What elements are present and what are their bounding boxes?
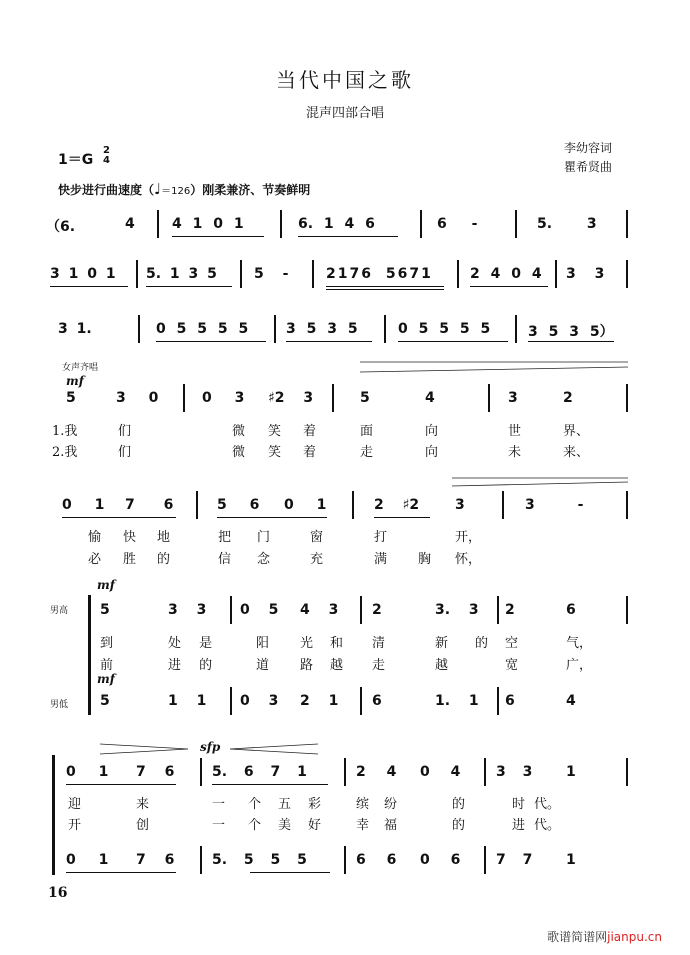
s4-v1-6: 彩: [308, 797, 322, 812]
s2-note-3: 5 6: [217, 497, 260, 513]
barline: [360, 596, 362, 624]
part-label-tenor: 男高: [50, 606, 69, 616]
s3-v1-7: 新: [435, 636, 449, 651]
s2-note-1: 0 1: [62, 497, 105, 513]
intro-l2-m1: 3 1 0 1: [50, 266, 116, 282]
s3-lo-2: 1 1: [168, 693, 207, 709]
s4-up-3: 5. 6 7 1: [212, 764, 307, 780]
s2-v2-4: 信: [218, 552, 232, 567]
barline: [626, 596, 628, 624]
barline: [497, 687, 499, 715]
s1-v1-1: 1.我: [52, 424, 78, 439]
s1-v2-3: 微: [232, 445, 246, 460]
s3-v1-3: 阳: [256, 636, 270, 651]
s4-up-1: 0 1: [66, 764, 109, 780]
s3-up-6: 3. 3: [435, 602, 479, 618]
underline-beam: [66, 872, 176, 873]
barline: [626, 384, 628, 412]
s4-v2-4: 个: [248, 818, 262, 833]
s4-up-4: 2 4: [356, 764, 397, 780]
page-number: 16: [48, 885, 68, 901]
intro-l3-m4: 0 5 5 5 5: [398, 321, 491, 337]
s3-up-1: 5: [100, 602, 110, 618]
barline: [484, 846, 486, 874]
s1-v2-2: 们: [118, 445, 132, 460]
s4-v2-3: 一: [212, 818, 226, 833]
lyricist-credit: 李幼容词: [563, 141, 612, 155]
quarter-note-icon: ♩: [154, 180, 162, 198]
barline: [230, 596, 232, 624]
s2-v1-7: 打: [374, 530, 388, 545]
barline: [626, 210, 628, 238]
underline-beam: [528, 341, 614, 342]
s3-lo-6: 1. 1: [435, 693, 479, 709]
barline: [157, 210, 159, 238]
s3-lo-8: 4: [566, 693, 576, 709]
s2-v1-3: 地: [157, 530, 171, 545]
crescendo-hairpin-icon: [230, 742, 320, 756]
intro-l2-m3: 5 -: [254, 266, 289, 282]
s4-v2-8: 福: [384, 818, 398, 833]
underline-beam: [212, 784, 328, 785]
s3-up-8: 6: [566, 602, 576, 618]
s2-v2-6: 充: [310, 552, 324, 567]
intro-l1-m5: 5. 3: [537, 216, 597, 232]
underline-beam: [62, 517, 176, 518]
s2-v2-9: 怀，: [455, 552, 482, 567]
intro-l2-m4: 2176 5671: [326, 266, 433, 282]
s3-v2-3: 道: [256, 658, 270, 673]
barline: [457, 260, 459, 288]
s1-v2-8: 未: [508, 445, 522, 460]
barline: [240, 260, 242, 288]
intro-l2-m5: 2 4 0 4: [470, 266, 542, 282]
s4-up-5: 0 4: [420, 764, 461, 780]
tempo-bpm: ＝126: [161, 186, 191, 197]
underline-beam: [217, 517, 327, 518]
s4-v1-4: 个: [248, 797, 262, 812]
composer-credit: 瞿希贤曲: [563, 160, 612, 174]
s1-note-7: 3: [508, 390, 518, 406]
s1-v2-7: 向: [425, 445, 439, 460]
intro-l2-m2: 5. 1 3 5: [146, 266, 217, 282]
s4-v2-1: 开: [68, 818, 82, 833]
barline: [515, 210, 517, 238]
s4-v2-5: 美: [278, 818, 292, 833]
s2-v1-1: 愉: [88, 530, 102, 545]
barline: [332, 384, 334, 412]
barline: [497, 596, 499, 624]
underline-beam: [398, 341, 508, 342]
system-bracket: [88, 595, 91, 715]
s1-note-1: 5: [66, 390, 76, 406]
s3-v1-2: 处 是: [168, 636, 213, 651]
underline-beam: [470, 286, 548, 287]
part-label-bass: 男低: [50, 700, 69, 710]
underline-beam: [374, 517, 430, 518]
s2-v2-5: 念: [257, 552, 271, 567]
s3-v2-7: 越: [435, 658, 449, 673]
s4-v1-11: 代。: [534, 797, 561, 812]
time-sig-bottom: 4: [103, 155, 110, 166]
s1-v1-3: 微: [232, 424, 246, 439]
barline: [360, 687, 362, 715]
watermark-site-name: 歌谱简谱网: [547, 930, 608, 944]
s3-up-7: 2: [505, 602, 515, 618]
s2-v1-8: 开，: [455, 530, 482, 545]
s1-v2-1: 2.我: [52, 445, 78, 460]
s4-v1-8: 纷: [384, 797, 398, 812]
barline: [420, 210, 422, 238]
s3-up-5: 2: [372, 602, 382, 618]
barline: [196, 491, 198, 519]
intro-l2-m6: 3 3: [566, 266, 605, 282]
s2-v2-1: 必: [88, 552, 102, 567]
s4-v2-7: 幸: [356, 818, 370, 833]
s2-note-2: 7 6: [125, 497, 174, 513]
intro-l1-m4: 6 -: [437, 216, 478, 232]
s1-v1-5: 着: [303, 424, 317, 439]
s4-lo-3: 5. 5 5 5: [212, 852, 307, 868]
barline: [183, 384, 185, 412]
s2-note-7: 3 -: [525, 497, 584, 513]
s4-v1-7: 缤: [356, 797, 370, 812]
s3-v1-1: 到: [100, 636, 114, 651]
s2-note-6: 3: [455, 497, 465, 513]
s1-v1-8: 世: [508, 424, 522, 439]
s2-note-4: 0 1: [284, 497, 327, 513]
s3-v1-4: 光: [300, 636, 314, 651]
watermark-url: jianpu.cn: [607, 930, 662, 944]
barline: [502, 491, 504, 519]
barline: [136, 260, 138, 288]
s2-v2-8: 胸: [418, 552, 432, 567]
s1-v1-9: 界、: [563, 424, 590, 439]
underline-beam: [286, 341, 372, 342]
s2-v1-6: 窗: [310, 530, 324, 545]
s2-v1-4: 把: [218, 530, 232, 545]
barline: [626, 260, 628, 288]
tempo-suffix: ）刚柔兼济、节奏鲜明: [190, 183, 311, 197]
s3-lo-5: 6: [372, 693, 382, 709]
barline: [352, 491, 354, 519]
song-subtitle: 混声四部合唱: [305, 106, 384, 121]
barline: [555, 260, 557, 288]
s1-v2-4: 笑: [268, 445, 282, 460]
s1-v1-6: 面: [360, 424, 374, 439]
key-signature: 1＝G: [58, 152, 94, 168]
s3-v2-8: 宽: [505, 658, 519, 673]
s3-v2-4: 路: [300, 658, 314, 673]
s4-lo-4: 6 6: [356, 852, 397, 868]
s4-v1-1: 迎: [68, 797, 82, 812]
barline: [484, 758, 486, 786]
s3-v1-9: 空: [505, 636, 519, 651]
intro-l3-m1: 3 1.: [58, 321, 92, 337]
underline-beam: [298, 236, 398, 237]
tempo-prefix: 快步进行曲速度（: [58, 183, 155, 197]
s4-up-2: 7 6: [136, 764, 175, 780]
intro-l3-m5: 3 5 3 5）: [528, 324, 614, 340]
dynamic-mf-bass: mf: [97, 672, 115, 686]
s4-v2-10: 进: [512, 818, 526, 833]
s3-lo-3: 0 3: [240, 693, 279, 709]
s3-up-3: 0 5: [240, 602, 279, 618]
barline: [384, 315, 386, 343]
s4-v2-6: 好: [308, 818, 322, 833]
s4-v1-3: 一: [212, 797, 226, 812]
s4-lo-1: 0 1: [66, 852, 109, 868]
s4-v2-9: 的: [452, 818, 466, 833]
s1-v2-5: 着: [303, 445, 317, 460]
dynamic-mf-tenor: mf: [97, 578, 115, 592]
s3-lo-7: 6: [505, 693, 515, 709]
tempo-marking: [58, 180, 310, 198]
s3-lo-1: 5: [100, 693, 110, 709]
s3-v2-9: 广，: [566, 658, 593, 673]
s4-v1-10: 时: [512, 797, 526, 812]
s1-note-3: 0 3: [202, 390, 245, 406]
s4-lo-6: 7 7: [496, 852, 533, 868]
intro-l1-m1a: （6.: [46, 219, 76, 235]
s1-v1-4: 笑: [268, 424, 282, 439]
intro-l3-m3: 3 5 3 5: [286, 321, 358, 337]
barline: [280, 210, 282, 238]
s3-v2-6: 走: [372, 658, 386, 673]
s3-v2-1: 前: [100, 658, 114, 673]
s3-v2-5: 越: [330, 658, 344, 673]
s2-v2-2: 胜: [123, 552, 137, 567]
song-title: 当代中国之歌: [276, 68, 414, 92]
s1-note-6: 4: [425, 390, 435, 406]
barline: [230, 687, 232, 715]
s1-note-8: 2: [563, 390, 573, 406]
s4-up-6: 3 3: [496, 764, 533, 780]
s4-v2-2: 创: [136, 818, 150, 833]
underline-beam: [50, 286, 128, 287]
barline: [200, 846, 202, 874]
underline-beam: [172, 236, 264, 237]
s1-v1-2: 们: [118, 424, 132, 439]
underline-beam: [326, 289, 444, 290]
s4-lo-7: 1: [566, 852, 576, 868]
barline: [312, 260, 314, 288]
s3-up-2: 3 3: [168, 602, 207, 618]
s3-v2-2: 进 的: [168, 658, 213, 673]
s3-up-4: 4 3: [300, 602, 339, 618]
intro-l1-m3: 6. 1 4 6: [298, 216, 375, 232]
time-sig-top: 2: [103, 145, 110, 156]
barline: [626, 758, 628, 786]
underline-beam: [250, 872, 330, 873]
barline: [274, 315, 276, 343]
barline: [200, 758, 202, 786]
system-bracket: [52, 755, 55, 875]
s3-v1-6: 清: [372, 636, 386, 651]
s3-v1-8: 的: [475, 636, 489, 651]
s2-v2-7: 满: [374, 552, 388, 567]
s4-v1-2: 来: [136, 797, 150, 812]
barline: [344, 758, 346, 786]
dynamic-mf: mf: [66, 374, 84, 388]
watermark: [547, 928, 662, 945]
s4-v1-5: 五: [278, 797, 292, 812]
s1-v2-9: 来、: [563, 445, 590, 460]
s4-lo-2: 7 6: [136, 852, 175, 868]
barline: [488, 384, 490, 412]
intro-l1-m1b: 4: [125, 216, 135, 232]
part-label-female: 女声齐唱: [62, 363, 99, 373]
decrescendo-hairpin-icon: [452, 476, 630, 488]
s3-v1-10: 气，: [566, 636, 593, 651]
underline-beam: [156, 341, 266, 342]
s4-v2-11: 代。: [534, 818, 561, 833]
barline: [626, 491, 628, 519]
barline: [344, 846, 346, 874]
decrescendo-hairpin-icon: [100, 742, 190, 756]
s2-v2-3: 的: [157, 552, 171, 567]
underline-beam: [326, 286, 444, 287]
underline-beam: [66, 784, 176, 785]
s3-lo-4: 2 1: [300, 693, 339, 709]
s2-v1-2: 快: [123, 530, 137, 545]
decrescendo-hairpin-icon: [360, 360, 630, 374]
s1-note-5: 5: [360, 390, 370, 406]
time-signature: [103, 146, 110, 166]
s2-note-5: 2 ♯2: [374, 497, 420, 513]
barline: [515, 315, 517, 343]
s4-up-7: 1: [566, 764, 576, 780]
barline: [138, 315, 140, 343]
s1-note-4: ♯2 3: [268, 390, 314, 406]
s2-v1-5: 门: [257, 530, 271, 545]
dynamic-sfp: sfp: [200, 740, 221, 754]
s1-v1-7: 向: [425, 424, 439, 439]
s1-note-2: 3 0: [116, 390, 159, 406]
s3-v1-5: 和: [330, 636, 344, 651]
s4-v1-9: 的: [452, 797, 466, 812]
intro-l1-m2: 4 1 0 1: [172, 216, 244, 232]
s4-lo-5: 0 6: [420, 852, 461, 868]
underline-beam: [146, 286, 232, 287]
s1-v2-6: 走: [360, 445, 374, 460]
intro-l3-m2: 0 5 5 5 5: [156, 321, 249, 337]
